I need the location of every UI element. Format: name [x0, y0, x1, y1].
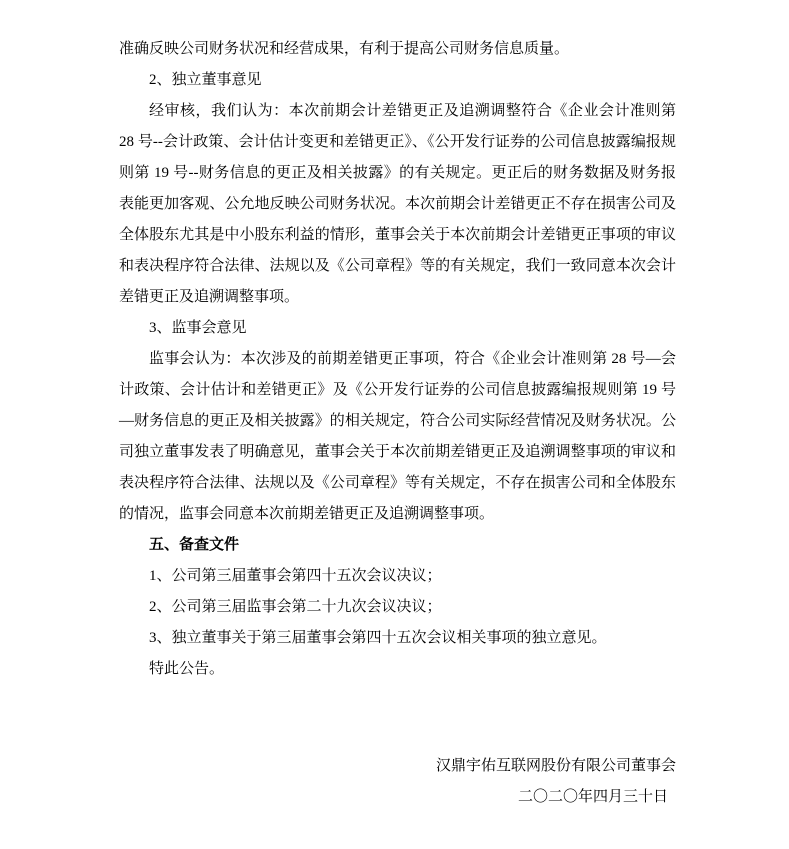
- heading-independent-director-opinion: 2、独立董事意见: [149, 72, 262, 88]
- list-item-board-resolution: 1、公司第三届董事会第四十五次会议决议；: [149, 568, 442, 584]
- signature-date: 二〇二〇年四月三十日: [517, 789, 668, 805]
- heading-supervisory-board-opinion: 3、监事会意见: [149, 320, 247, 336]
- paragraph-continuation: 准确反映公司财务状况和经营成果，有利于提高公司财务信息质量。: [119, 41, 570, 57]
- signature-company: 汉鼎宇佑互联网股份有限公司董事会: [435, 758, 676, 774]
- heading-documents-for-reference: 五、备查文件: [149, 537, 240, 553]
- signature-block: [119, 751, 676, 813]
- list-item-supervisory-resolution: 2、公司第三届监事会第二十九次会议决议；: [149, 599, 442, 615]
- document-body: [119, 34, 676, 813]
- paragraph-announcement-closing: 特此公告。: [149, 661, 225, 677]
- paragraph-supervisory-board-opinion: 监事会认为：本次涉及的前期差错更正事项，符合《企业会计准则第 28 号—会计政策、会计估计和差错更正》及《公开发行证券的公司信息披露编报规则第 19 号—财务信息的更正及相关披露》的相关规定，符合公司实际经营情况及财务状况。公司独立董事发表了明确意见，董事会关于本次前期差错更正及追溯调整事项的审议和表决程序符合法律、法规以及《公司章程》等有关规定，不存在损害公司和全体股东的情况，监事会同意本次前期差错更正及追溯调整事项。: [119, 351, 676, 522]
- paragraph-independent-director-opinion: 经审核，我们认为：本次前期会计差错更正及追溯调整符合《企业会计准则第 28 号--会计政策、会计估计变更和差错更正》、《公开发行证券的公司信息披露编报规则第 19 号--财务信息的更正及相关披露》的有关规定。更正后的财务数据及财务报表能更加客观、公允地反映公司财务状况。本次前期会计差错更正不存在损害公司及全体股东尤其是中小股东利益的情形，董事会关于本次前期会计差错更正事项的审议和表决程序符合法律、法规以及《公司章程》等的有关规定，我们一致同意本次会计差错更正及追溯调整事项。: [119, 103, 676, 305]
- list-item-independent-opinion: 3、独立董事关于第三届董事会第四十五次会议相关事项的独立意见。: [149, 630, 607, 646]
